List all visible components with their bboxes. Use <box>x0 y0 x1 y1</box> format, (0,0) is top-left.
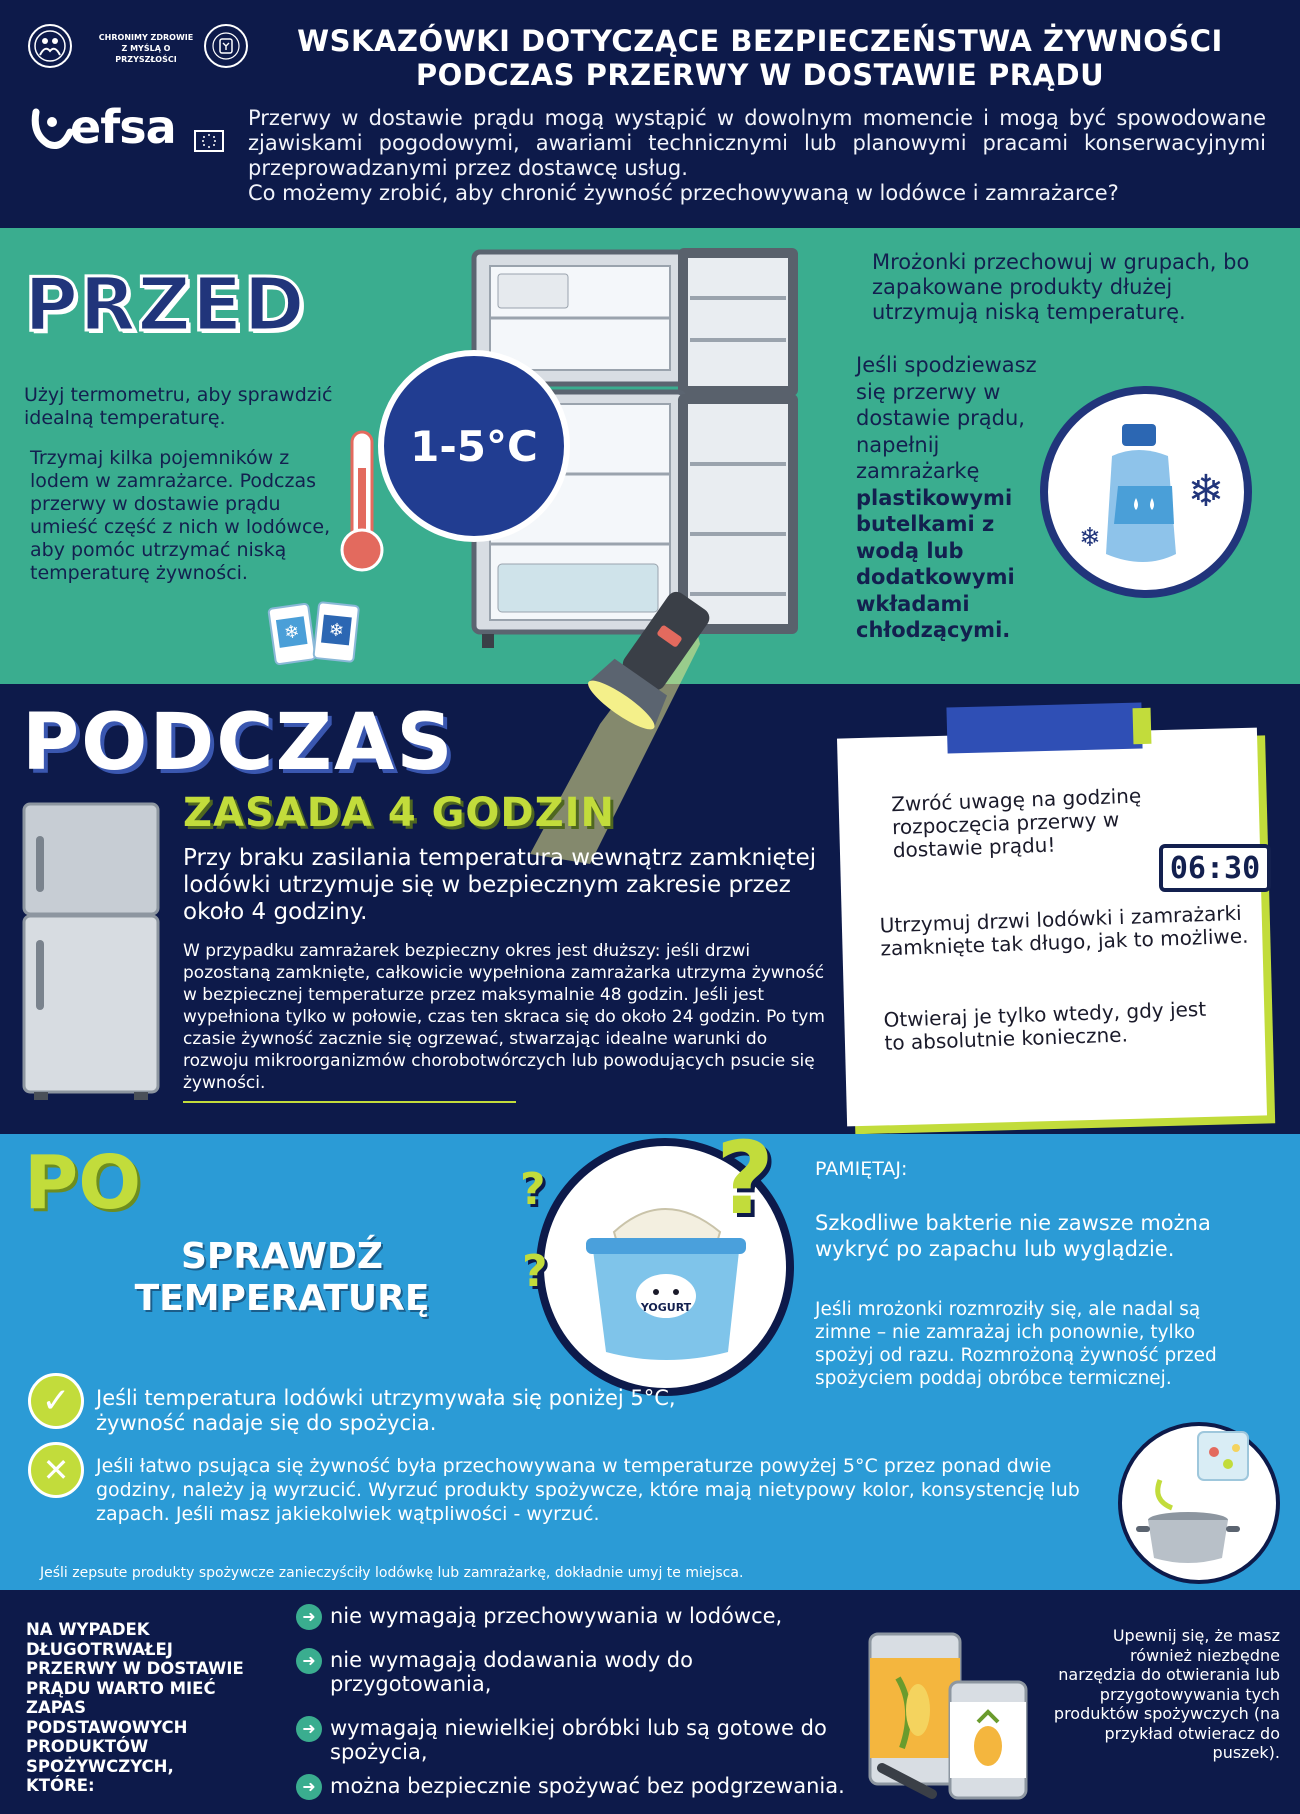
cooking-pot-icon <box>1122 1426 1276 1580</box>
ice-packs-tip: Trzymaj kilka pojemników z lodem w zamrażarce. Podczas przerwy w dostawie prądu umieść część z nich w lodówce, aby pomóc utrzymać niską temperaturę żywności. <box>30 447 331 584</box>
intro-question: Co możemy zrobić, aby chronić żywność przechowywaną w lodówce i zamrażarce? <box>248 181 1119 205</box>
efsa-logo-text: efsa <box>70 100 176 154</box>
family-icon <box>33 29 67 63</box>
supplies-heading: NA WYPADEK DŁUGOTRWAŁEJ PRZERWY W DOSTAWIE PRĄDU WARTO MIEĆ ZAPAS PODSTAWOWYCH PRODUKTÓW SPOŻYWCZYCH, KTÓRE: <box>26 1620 244 1795</box>
four-hour-rule-title: ZASADA 4 GODZIN <box>183 790 615 836</box>
water-bottle-icon <box>1048 394 1244 590</box>
remember-bacteria: Szkodliwe bakterie nie zawsze można wykryć po zapachu lub wyglądzie. <box>815 1211 1211 1261</box>
section-after-title: PO <box>24 1140 142 1226</box>
remember-heading: PAMIĘTAJ: <box>815 1158 908 1180</box>
page-title-line2: PODCZAS PRZERWY W DOSTAWIE PRĄDU <box>415 58 1105 92</box>
list-item-text: wymagają niewielkiej obróbki lub są gotowe do spożycia, <box>330 1716 827 1764</box>
question-mark-icon: ? <box>716 1120 775 1237</box>
arrow-right-icon: ➜ <box>296 1716 322 1742</box>
tape-decoration <box>946 702 1142 753</box>
list-item <box>296 1604 856 1630</box>
closed-fridge-icon <box>20 800 162 1102</box>
svg-text:❄: ❄ <box>327 619 345 642</box>
divider <box>183 1101 516 1103</box>
partner-slogan <box>96 32 196 65</box>
can-opener-tip: Upewnij się, że masz również niezbędne narzędzia do otwierania lub przygotowywania tych produktów spożywczych (na przykład otwieracz do puszek). <box>1053 1626 1280 1762</box>
temperature-badge: 1-5°C <box>378 350 570 542</box>
water-bottle-badge <box>1040 386 1252 598</box>
digital-clock: 06:30 <box>1159 844 1271 892</box>
note-keep-closed: Utrzymuj drzwi lodówki i zamrażarki zamknięte tak długo, jak to możliwe. <box>879 900 1249 961</box>
four-hour-rule-lead: Przy braku zasilania temperatura wewnątrz zamkniętej lodówki utrzymuje się w bezpiecznym zakresie przez około 4 godziny. <box>183 845 817 925</box>
check-temperature-heading: SPRAWDŹ TEMPERATURĘ <box>134 1236 430 1319</box>
page-title-line1: WSKAZÓWKI DOTYCZĄCE BEZPIECZEŃSTWA ŻYWNOŚCI <box>297 24 1223 58</box>
efsa-swoosh-icon <box>30 106 74 152</box>
tape-corner-decoration <box>1133 708 1152 744</box>
partner-slogan-line1: CHRONIMY ZDROWIE <box>98 33 194 42</box>
section-during-title: PODCZAS <box>22 698 455 788</box>
page-title <box>285 24 1235 92</box>
cross-icon: ✕ <box>28 1442 84 1498</box>
list-item <box>296 1774 856 1800</box>
svg-text:❄: ❄ <box>282 621 301 644</box>
intro-text: Przerwy w dostawie prądu mogą wystąpić w dowolnym momencie i mogą być spowodowane zjawiskami pogodowymi, awariami technicznymi lub planowymi pracami konserwacyjnymi przeprowadzanymi przez dostawcę usług. <box>248 106 1266 180</box>
remember-refreeze: Jeśli mrożonki rozmroziły się, ale nadal są zimne – nie zamrażaj ich ponownie, tylko spożyj od razu. Rozmrożoną żywność przed spożyciem poddaj obróbce termicznej. <box>815 1299 1217 1389</box>
freezer-rule-text: W przypadku zamrażarek bezpieczny okres jest dłuższy: jeśli drzwi pozostaną zamknięte, całkowicie wypełniona zamrażarka utrzyma żywność w bezpiecznej temperaturze przez maksymalnie 48 godzin. Jeśli jest wypełniona tylko w połowie, czas ten skraca się do około 24 godzin. Po tym czasie żywność zacznie się ogrzewać, stwarzając idealne warunki do rozwoju mikroorganizmów chorobotwórczych lub powodujących psucie się żywności. <box>183 941 825 1093</box>
list-item <box>296 1648 856 1696</box>
list-item-text: nie wymagają dodawania wody do przygotowania, <box>330 1648 693 1696</box>
eu-flag-icon <box>194 130 224 152</box>
arrow-right-icon: ➜ <box>296 1604 322 1630</box>
list-item <box>296 1716 856 1764</box>
thermometer-tip: Użyj termometru, aby sprawdzić idealną temperaturę. <box>24 384 333 429</box>
note-open-only: Otwieraj je tylko wtedy, gdy jest to absolutnie konieczne. <box>883 996 1207 1055</box>
svg-text:❄: ❄ <box>1079 523 1101 553</box>
arrow-right-icon: ➜ <box>296 1648 322 1674</box>
question-mark-icon: ? <box>520 1164 546 1215</box>
canned-food-icon <box>862 1618 1034 1808</box>
fill-freezer-tip <box>856 352 1046 644</box>
list-item-text: można bezpiecznie spożywać bez podgrzewania. <box>330 1774 845 1798</box>
safe-temperature-text: Jeśli temperatura lodówki utrzymywała się poniżej 5°C, żywność nadaje się do spożycia. <box>96 1386 676 1435</box>
discard-food-text: Jeśli łatwo psująca się żywność była przechowywana w temperaturze powyżej 5°C przez ponad dwie godziny, należy ją wyrzucić. Wyrzuć produkty spożywcze, które mają nietypowy kolor, konsystencję lub zapach. Jeśli masz jakiekolwiek wątpliwości - wyrzuć. <box>96 1455 1080 1525</box>
fill-freezer-tip-plain: Jeśli spodziewasz się przerwy w dostawie prądu, napełnij zamrażarkę <box>856 353 1037 483</box>
svg-text:❄: ❄ <box>1187 466 1225 517</box>
question-mark-icon: ? <box>522 1246 548 1297</box>
eagle-emblem-icon <box>211 31 241 61</box>
fill-freezer-tip-bold: plastikowymi butelkami z wodą lub dodatkowymi wkładami chłodzącymi. <box>856 485 1015 642</box>
note-start-time: Zwróć uwagę na godzinę rozpoczęcia przerwy w dostawie prądu! <box>890 783 1142 863</box>
ministry-logo <box>28 24 72 68</box>
clean-fridge-text: Jeśli zepsute produkty spożywcze zanieczyściły lodówkę lub zamrażarkę, dokładnie umyj te miejsca. <box>40 1565 744 1581</box>
yogurt-label: YOGURT <box>640 1301 692 1314</box>
thaw-cook-badge <box>1118 1422 1280 1584</box>
check-icon: ✓ <box>28 1373 84 1429</box>
partner-slogan-line2: Z MYŚLĄ O PRZYSZŁOŚCI <box>115 44 177 64</box>
emblem-logo <box>204 24 248 68</box>
arrow-right-icon: ➜ <box>296 1774 322 1800</box>
group-frozen-tip: Mrożonki przechowuj w grupach, bo zapakowane produkty dłużej utrzymują niską temperaturę. <box>872 250 1250 324</box>
section-before-title: PRZED <box>24 262 306 348</box>
list-item-text: nie wymagają przechowywania w lodówce, <box>330 1604 783 1628</box>
ice-pack-icon <box>266 596 364 672</box>
